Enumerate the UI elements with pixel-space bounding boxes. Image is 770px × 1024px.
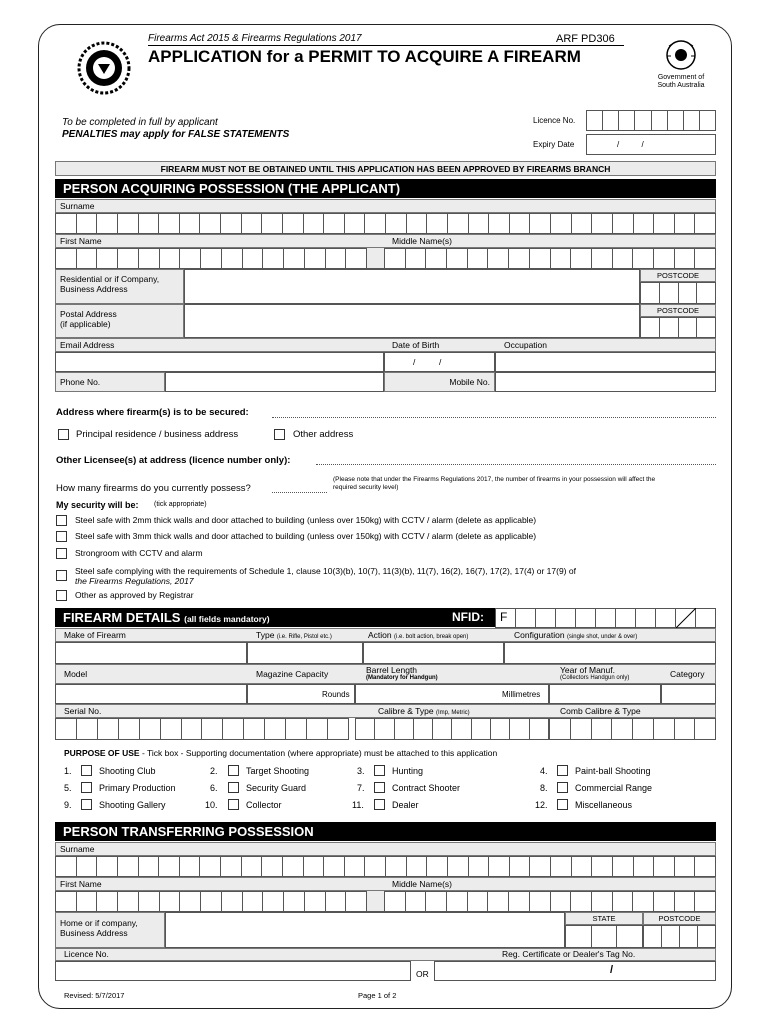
dob-label: Date of Birth bbox=[392, 340, 440, 350]
my-security-label: My security will be: bbox=[56, 500, 139, 510]
make-label: Make of Firearm bbox=[64, 630, 126, 640]
action-label: Action (i.e. bolt action, break open) bbox=[368, 630, 469, 640]
purpose-security-guard-checkbox[interactable] bbox=[228, 782, 239, 793]
security-option-4-cont: the Firearms Regulations, 2017 bbox=[75, 576, 194, 586]
purpose-paintball-checkbox[interactable] bbox=[557, 765, 568, 776]
expiry-date-field[interactable] bbox=[586, 134, 716, 155]
security-option-4-checkbox[interactable] bbox=[56, 570, 67, 581]
configuration-label: Configuration (single shot, under & over) bbox=[514, 630, 638, 640]
nfid-strike-icon bbox=[676, 608, 696, 628]
nfid-prefix: F bbox=[500, 610, 508, 624]
year-field[interactable] bbox=[549, 684, 661, 704]
other-address-label: Other address bbox=[293, 429, 354, 440]
postal-address-field[interactable] bbox=[184, 304, 640, 338]
calibre-label: Calibre & Type (Imp, Metric) bbox=[378, 706, 470, 716]
transfer-middle-name-boxes[interactable] bbox=[384, 891, 716, 912]
other-licensees-line[interactable] bbox=[316, 464, 716, 465]
postcode-label: POSTCODE bbox=[640, 269, 716, 282]
page-number: Page 1 of 2 bbox=[358, 991, 397, 1000]
comb-calibre-label: Comb Calibre & Type bbox=[560, 706, 641, 716]
form-code: ARF PD306 bbox=[556, 33, 615, 45]
approval-banner: FIREARM MUST NOT BE OBTAINED UNTIL THIS APPLICATION HAS BEEN APPROVED BY FIREARMS BRANCH bbox=[55, 161, 716, 176]
occupation-label: Occupation bbox=[504, 340, 547, 350]
penalties-note: PENALTIES may apply for FALSE STATEMENTS bbox=[62, 129, 290, 140]
purpose-dealer-checkbox[interactable] bbox=[374, 799, 385, 810]
mobile-field[interactable] bbox=[495, 372, 716, 392]
security-option-2-checkbox[interactable] bbox=[56, 531, 67, 542]
type-field[interactable] bbox=[247, 642, 363, 664]
first-name-label: First Name bbox=[55, 234, 716, 248]
transfer-surname-label: Surname bbox=[55, 842, 716, 856]
serial-boxes[interactable] bbox=[55, 718, 349, 740]
transfer-middle-label: Middle Name(s) bbox=[392, 879, 452, 889]
configuration-field[interactable] bbox=[504, 642, 716, 664]
transfer-licence-label: Licence No. bbox=[64, 949, 109, 959]
or-label: OR bbox=[416, 969, 429, 979]
applicant-heading: PERSON ACQUIRING POSSESSION (THE APPLICANT) bbox=[55, 179, 716, 198]
principal-residence-checkbox[interactable] bbox=[58, 429, 69, 440]
form-title: APPLICATION for a PERMIT TO ACQUIRE A FIREARM bbox=[148, 47, 581, 66]
postal-address-label: Postal Address (if applicable) bbox=[55, 304, 184, 338]
other-licensees-label: Other Licensee(s) at address (licence number only): bbox=[56, 455, 291, 466]
type-label: Type (i.e. Rifle, Pistol etc.) bbox=[256, 630, 332, 640]
magazine-label: Magazine Capacity bbox=[256, 669, 329, 679]
state-boxes[interactable] bbox=[565, 925, 643, 948]
licence-no-boxes[interactable] bbox=[586, 110, 716, 131]
purpose-primary-production-checkbox[interactable] bbox=[81, 782, 92, 793]
revised-date: Revised: 5/7/2017 bbox=[64, 991, 125, 1000]
comb-calibre-boxes[interactable] bbox=[549, 718, 716, 740]
purpose-target-shooting-checkbox[interactable] bbox=[228, 765, 239, 776]
nfid-label: NFID: bbox=[452, 610, 484, 624]
firearm-details-heading: FIREARM DETAILS (all fields mandatory) bbox=[55, 608, 495, 627]
security-option-4: Steel safe complying with the requirements of Schedule 1, clause 10(3)(b), 10(7), 11(3)(b), 11(7), 16(2), 16(7), 17(2), 17(4) or 17(9) of bbox=[75, 566, 576, 576]
year-label: Year of Manuf. bbox=[560, 665, 615, 675]
purpose-hunting-checkbox[interactable] bbox=[374, 765, 385, 776]
calibre-boxes[interactable] bbox=[355, 718, 549, 740]
security-option-1-checkbox[interactable] bbox=[56, 515, 67, 526]
government-label: Government of South Australia bbox=[657, 74, 705, 89]
postal-postcode-boxes[interactable] bbox=[640, 317, 716, 338]
residential-address-field[interactable] bbox=[184, 269, 640, 304]
model-field[interactable] bbox=[55, 684, 247, 704]
purpose-shooting-gallery-checkbox[interactable] bbox=[81, 799, 92, 810]
purpose-miscellaneous-checkbox[interactable] bbox=[557, 799, 568, 810]
serial-label: Serial No. bbox=[64, 706, 102, 716]
state-label: STATE bbox=[565, 912, 643, 925]
middle-name-label: Middle Name(s) bbox=[392, 236, 452, 246]
security-option-5: Other as approved by Registrar bbox=[75, 590, 194, 600]
transfer-postcode-boxes[interactable] bbox=[643, 925, 716, 948]
postal-postcode-label: POSTCODE bbox=[640, 304, 716, 317]
reg-certificate-label: Reg. Certificate or Dealer's Tag No. bbox=[502, 949, 636, 959]
complete-note: To be completed in full by applicant bbox=[62, 117, 218, 128]
government-crest-icon bbox=[663, 38, 699, 72]
security-option-3: Strongroom with CCTV and alarm bbox=[75, 548, 203, 558]
residential-address-label: Residential or if Company, Business Address bbox=[55, 269, 184, 304]
purpose-heading: PURPOSE OF USE - Tick box - Supporting documentation (where appropriate) must be attached to this application bbox=[64, 748, 498, 758]
purpose-contract-shooter-checkbox[interactable] bbox=[374, 782, 385, 793]
security-option-5-checkbox[interactable] bbox=[56, 590, 67, 601]
sa-police-crest-icon bbox=[76, 40, 132, 96]
category-field[interactable] bbox=[661, 684, 716, 704]
licence-no-label: Licence No. bbox=[533, 116, 576, 125]
act-reference: Firearms Act 2015 & Firearms Regulations 2017 bbox=[148, 33, 362, 44]
purpose-shooting-club-checkbox[interactable] bbox=[81, 765, 92, 776]
transfer-licence-field[interactable] bbox=[55, 961, 411, 981]
transfer-address-field[interactable] bbox=[165, 912, 565, 948]
transfer-surname-boxes[interactable] bbox=[55, 856, 716, 877]
residential-postcode-boxes[interactable] bbox=[640, 282, 716, 304]
make-field[interactable] bbox=[55, 642, 247, 664]
tick-appropriate: (tick appropriate) bbox=[154, 501, 207, 508]
purpose-collector-checkbox[interactable] bbox=[228, 799, 239, 810]
action-field[interactable] bbox=[363, 642, 504, 664]
expiry-date-label: Expiry Date bbox=[533, 140, 575, 149]
mobile-label: Mobile No. bbox=[384, 372, 495, 392]
principal-residence-label: Principal residence / business address bbox=[76, 429, 239, 440]
reg-certificate-field[interactable] bbox=[434, 961, 716, 981]
security-option-2: Steel safe with 3mm thick walls and door attached to building (unless over 150kg) with CCTV / alarm (delete as applicable) bbox=[75, 531, 537, 541]
transfer-address-label: Home or if company, Business Address bbox=[55, 912, 165, 948]
security-option-1: Steel safe with 2mm thick walls and door attached to building (unless over 150kg) with CCTV / alarm (delete as applicable) bbox=[75, 515, 537, 525]
occupation-field[interactable] bbox=[495, 352, 716, 372]
phone-label: Phone No. bbox=[55, 372, 165, 392]
transfer-first-name-label: First Name bbox=[55, 877, 716, 891]
model-label: Model bbox=[64, 669, 88, 679]
applicant-surname-boxes[interactable] bbox=[55, 213, 716, 234]
transfer-first-name-boxes[interactable] bbox=[55, 891, 367, 912]
email-field[interactable] bbox=[55, 352, 384, 372]
secure-address-line[interactable] bbox=[272, 417, 716, 418]
surname-label: Surname bbox=[55, 199, 716, 213]
category-label: Category bbox=[670, 669, 705, 679]
how-many-label: How many firearms do you currently possess? bbox=[56, 483, 251, 494]
transfer-postcode-label: POSTCODE bbox=[643, 912, 716, 925]
how-many-field[interactable] bbox=[272, 492, 327, 493]
purpose-commercial-range-checkbox[interactable] bbox=[557, 782, 568, 793]
applicant-first-name-boxes[interactable] bbox=[55, 248, 367, 269]
security-option-3-checkbox[interactable] bbox=[56, 548, 67, 559]
barrel-label: Barrel Length bbox=[366, 665, 418, 675]
other-address-checkbox[interactable] bbox=[274, 429, 285, 440]
phone-field[interactable] bbox=[165, 372, 384, 392]
email-label: Email Address bbox=[55, 338, 716, 352]
transfer-heading: PERSON TRANSFERRING POSSESSION bbox=[55, 822, 716, 841]
secure-address-label: Address where firearm(s) is to be secured: bbox=[56, 407, 249, 418]
applicant-middle-name-boxes[interactable] bbox=[384, 248, 716, 269]
firearm-count-note: (Please note that under the Firearms Regulations 2017, the number of firearms in your possession will affect the required security level) bbox=[333, 476, 656, 491]
